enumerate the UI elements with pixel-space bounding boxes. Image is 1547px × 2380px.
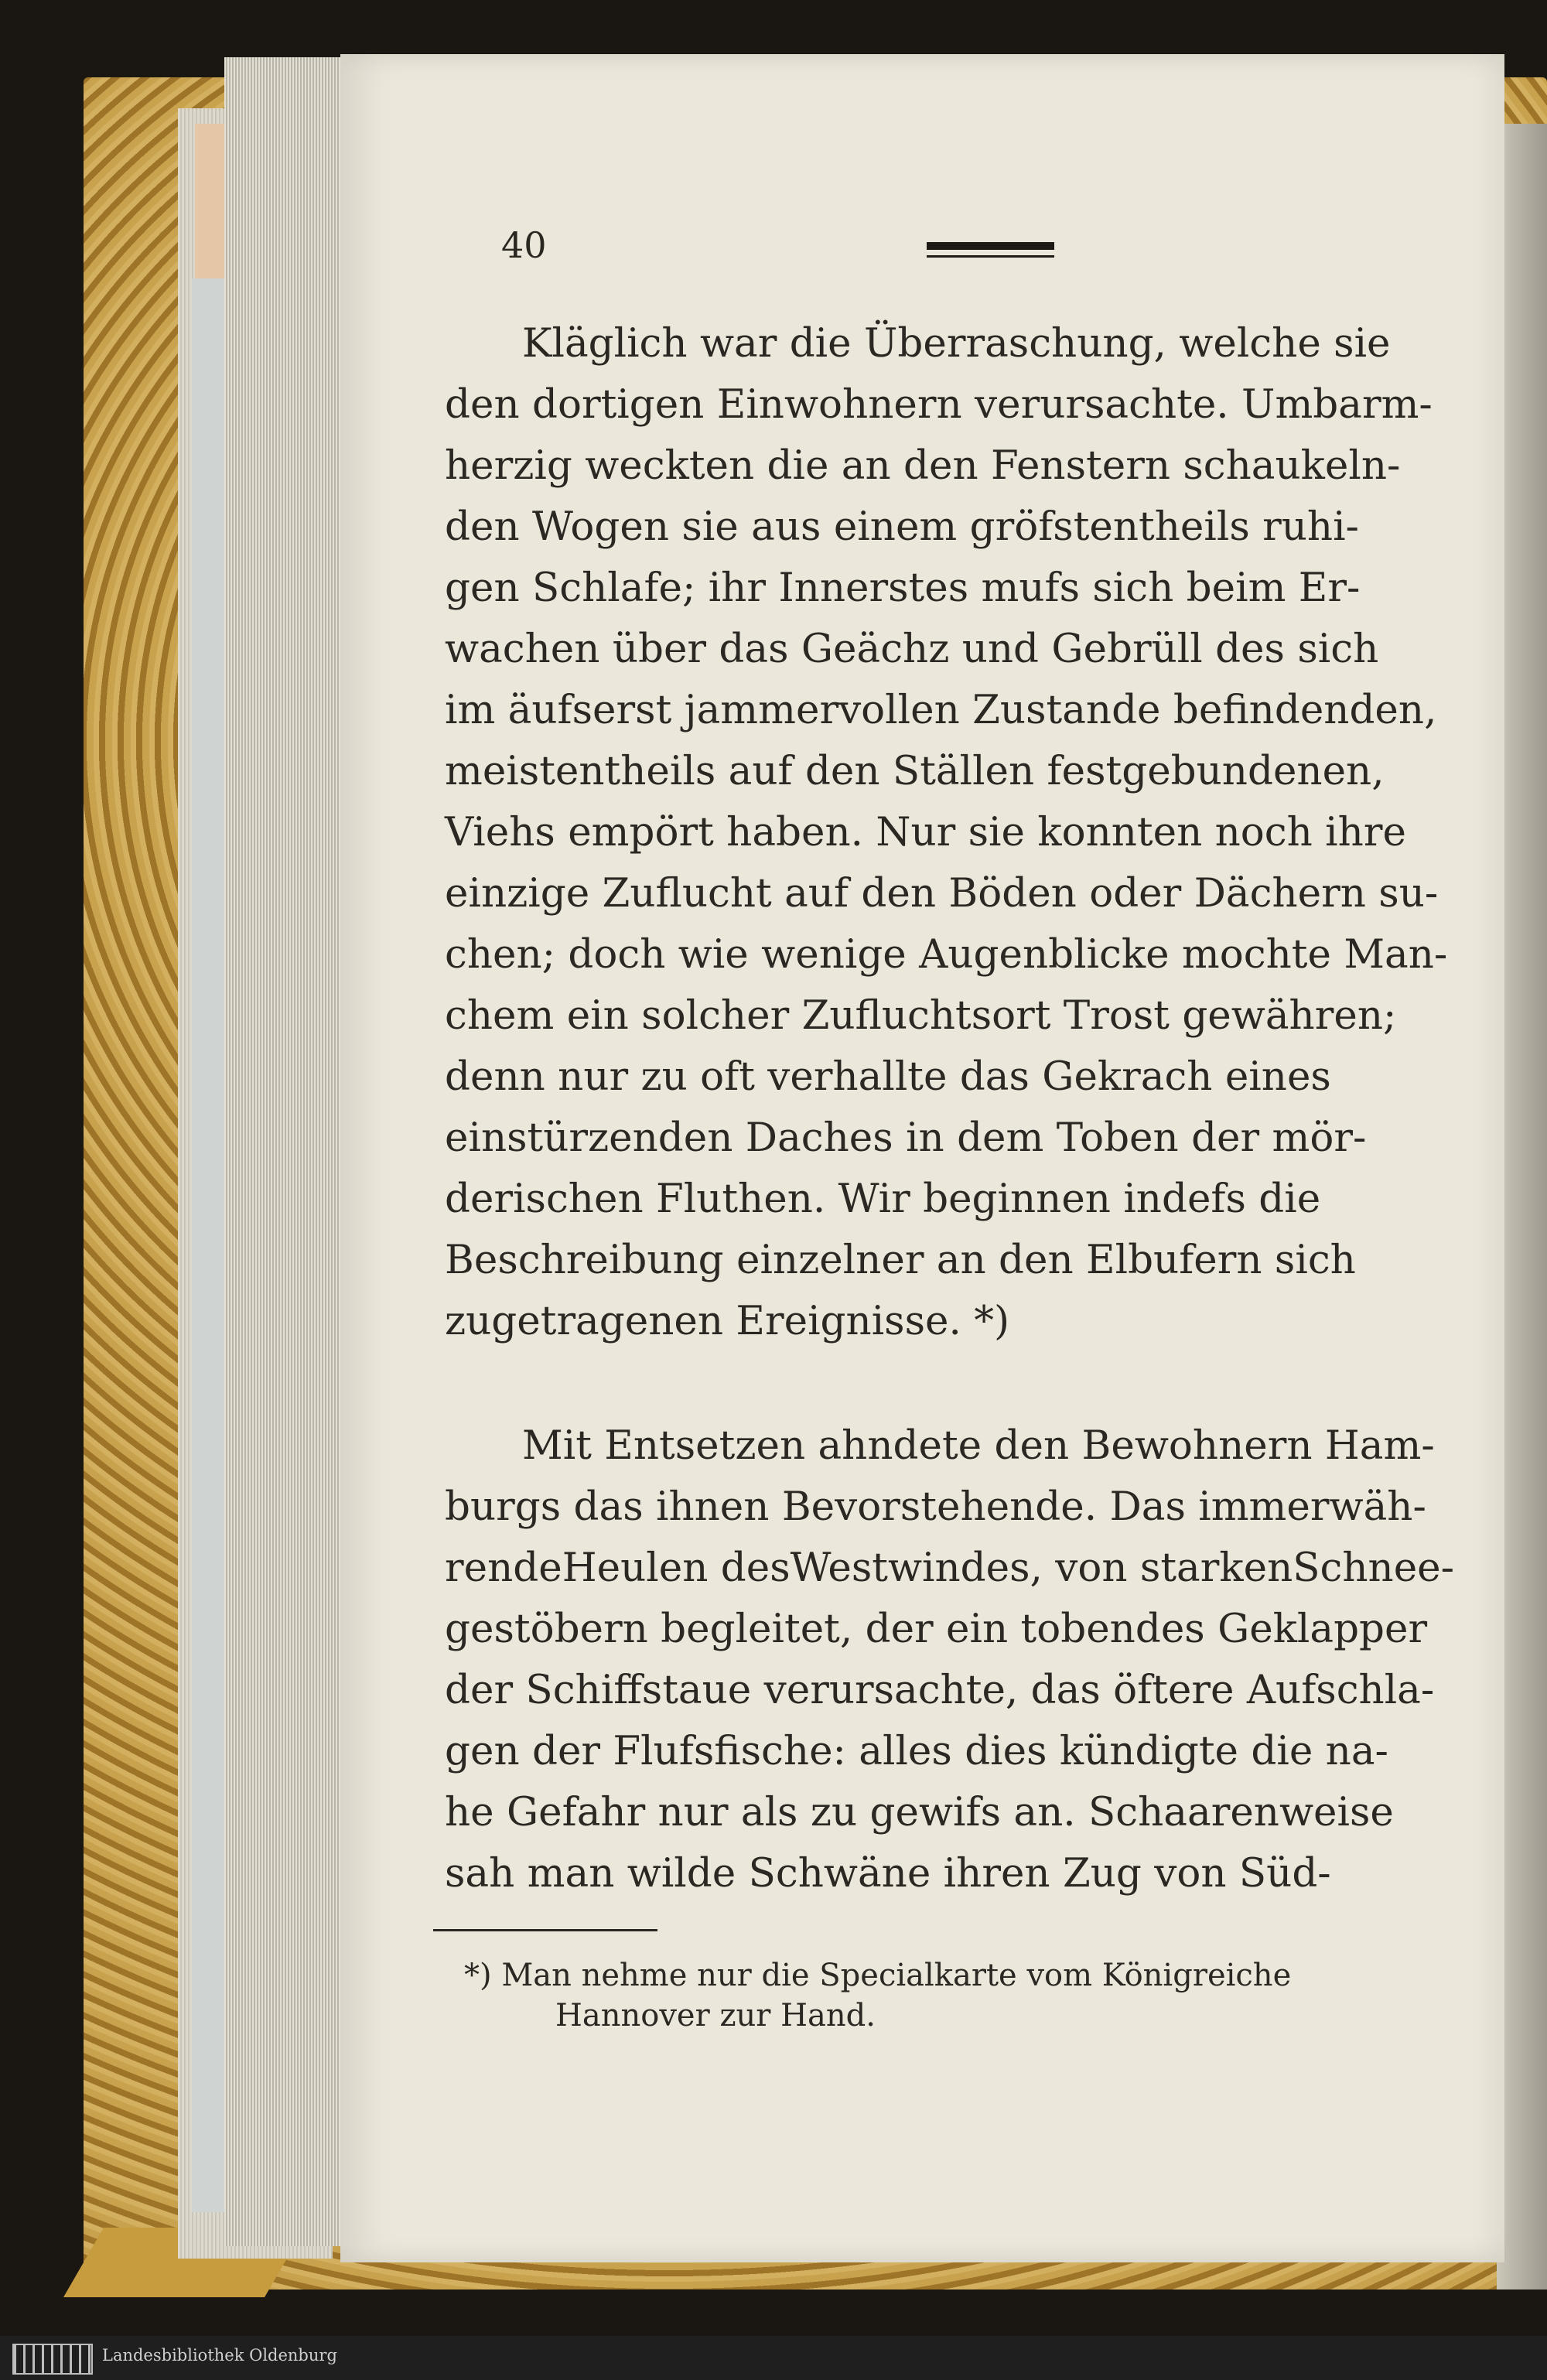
text-line: herzig weckten die an den Fenstern schaukeln- <box>445 442 1401 489</box>
paragraph-2 <box>445 1415 1501 1904</box>
text-line: den Wogen sie aus einem gröfstentheils ruhi- <box>445 504 1359 550</box>
text-line: Mit Entsetzen ahndete den Bewohnern Ham- <box>522 1422 1435 1469</box>
page-number: 40 <box>501 224 547 266</box>
text-line: denn nur zu oft verhallte das Gekrach eines <box>445 1053 1331 1100</box>
text-line: chem ein solcher Zufluchtsort Trost gewähren; <box>445 992 1397 1039</box>
text-line: wachen über das Geächz und Gebrüll des sich <box>445 626 1379 672</box>
text-line: sah man wilde Schwäne ihren Zug von Süd- <box>445 1850 1331 1897</box>
text-line: Kläglich war die Überraschung, welche sie <box>522 320 1391 367</box>
text-line: rendeHeulen desWestwindes, von starkenSchnee- <box>445 1545 1455 1591</box>
text-line: zugetragenen Ereignisse. *) <box>445 1298 1010 1344</box>
text-line: he Gefahr nur als zu gewifs an. Schaarenweise <box>445 1789 1394 1835</box>
text-line: meistentheils auf den Ställen festgebundenen, <box>445 748 1385 794</box>
header-rule <box>927 242 1054 250</box>
paragraph-1 <box>445 313 1501 1352</box>
text-line: einzige Zuflucht auf den Böden oder Dächern su- <box>445 870 1439 917</box>
text-line: gestöbern begleitet, der ein tobendes Geklapper <box>445 1606 1428 1652</box>
text-line: gen der Flufsfische: alles dies kündigte die na- <box>445 1728 1388 1774</box>
footnote-rule <box>433 1929 657 1931</box>
library-building-icon <box>12 2344 93 2375</box>
header-rule-thin <box>927 255 1054 258</box>
text-line: den dortigen Einwohnern verursachte. Umbarm- <box>445 381 1433 428</box>
text-line: im äufserst jammervollen Zustande befindenden, <box>445 687 1437 733</box>
page-stack-inner <box>224 57 348 2246</box>
text-line: derischen Fluthen. Wir beginnen indefs die <box>445 1176 1321 1222</box>
text-line: Viehs empört haben. Nur sie konnten noch ihre <box>445 809 1406 855</box>
text-line: Beschreibung einzelner an den Elbufern sich <box>445 1237 1356 1283</box>
text-line: chen; doch wie wenige Augenblicke mochte Man- <box>445 931 1448 978</box>
footnote-line: Hannover zur Hand. <box>555 1998 876 2033</box>
footnote <box>464 1955 1493 2036</box>
text-line: burgs das ihnen Bevorstehende. Das immerwäh- <box>445 1484 1426 1530</box>
library-name: Landesbibliothek Oldenburg <box>102 2346 337 2365</box>
text-line: gen Schlafe; ihr Innerstes mufs sich beim Er- <box>445 565 1361 611</box>
footnote-line: *) Man nehme nur die Specialkarte vom Königreiche <box>464 1958 1292 1993</box>
text-line: der Schiffstaue verursachte, das öftere Aufschla- <box>445 1667 1435 1713</box>
text-line: einstürzenden Daches in dem Toben der mör- <box>445 1115 1367 1161</box>
